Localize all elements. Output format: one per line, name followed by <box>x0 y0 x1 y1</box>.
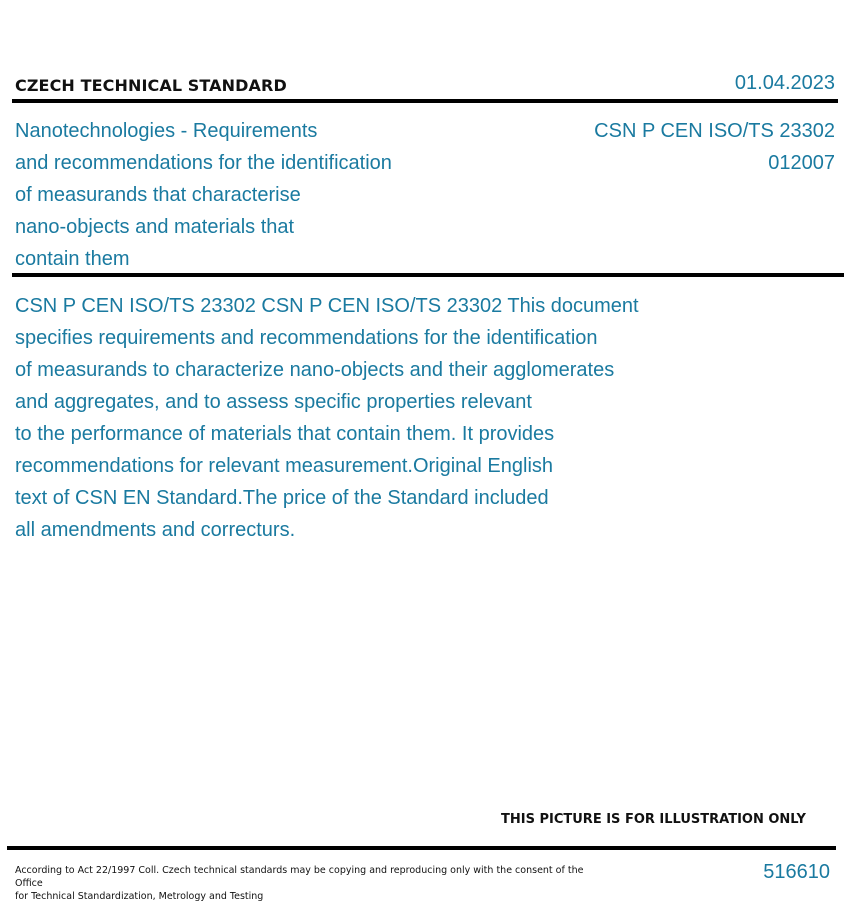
catalog-number: 516610 <box>763 861 830 883</box>
standard-title: Nanotechnologies - Requirements and recommendations for the identification of measurands that characterise nano-objects and materials that contain them <box>15 120 392 270</box>
legal-note: According to Act 22/1997 Coll. Czech technical standards may be copying and reproducing only with the consent of the Office for Technical Standardization, Metrology and Testing <box>15 865 584 902</box>
class-number: 012007 <box>768 152 835 174</box>
document-type-label: CZECH TECHNICAL STANDARD <box>15 76 287 95</box>
standard-code: CSN P CEN ISO/TS 23302 <box>594 120 835 142</box>
title-divider <box>12 273 844 277</box>
footer-divider <box>7 846 836 850</box>
standard-code-block <box>594 115 835 179</box>
header-divider <box>12 99 838 103</box>
issue-date: 01.04.2023 <box>734 72 835 94</box>
standard-description: CSN P CEN ISO/TS 23302 CSN P CEN ISO/TS 23302 This document specifies requirements and recommendations for the identification of measurands to characterize nano-objects and their agglomerates and aggregates, and to assess specific properties relevant to the performance of materials that contain them. It provides recommendations for relevant measurement.Original English text of CSN EN Standard.The price of the Standard included all amendments and correcturs. <box>15 295 639 541</box>
illustration-note: THIS PICTURE IS FOR ILLUSTRATION ONLY <box>501 812 806 827</box>
